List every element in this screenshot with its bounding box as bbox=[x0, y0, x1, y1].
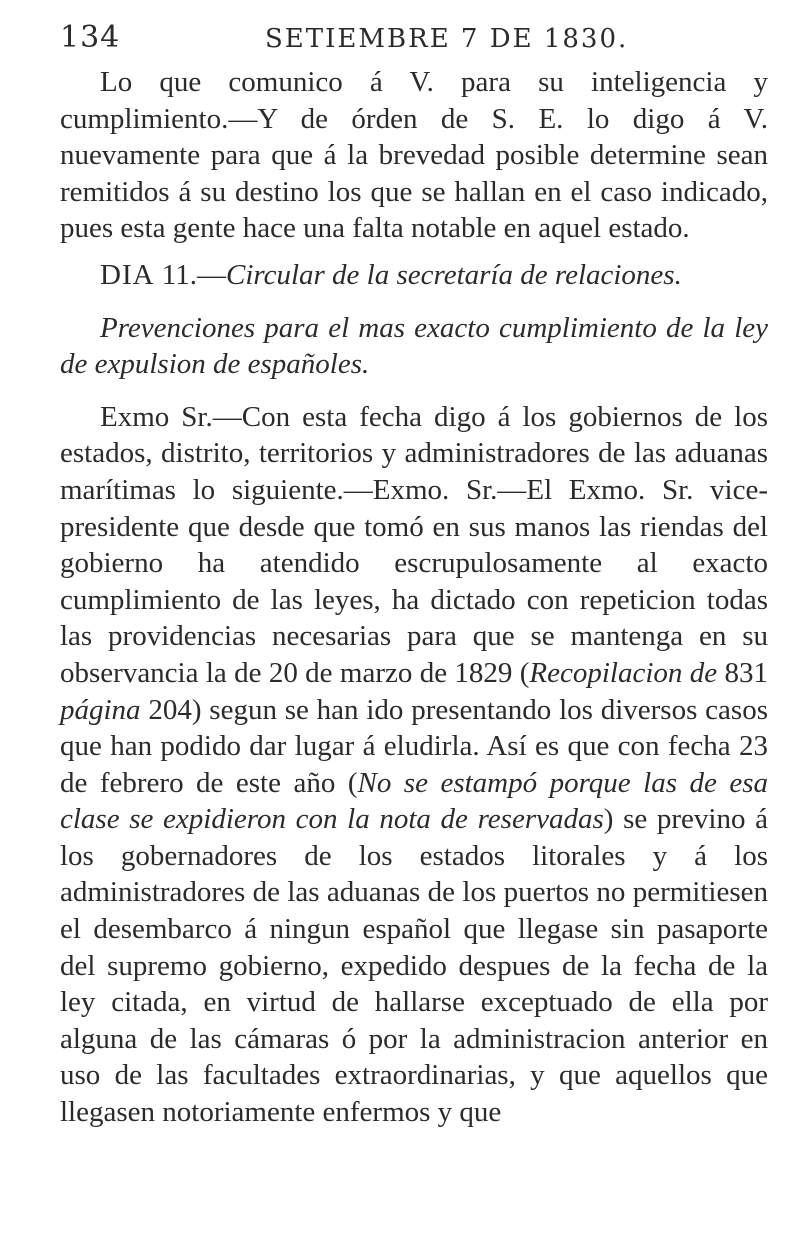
paragraph-2-text-d: ) se previno á los gobernadores de los estados litorales y á los administradores de las aduanas de los puertos no permitiesen el desembarco á ningun español que llegase sin pasaporte del supremo gobierno, expedido despues de la fecha de la ley citada, en virtud de hallarse exceptuado de ella por alguna de las cámaras ó por la administracion anterior en uso de las facultades extraordinarias, y que aquellos que llegasen notoriamente enfermos y que bbox=[60, 803, 768, 1129]
paragraph-2-italic-b: página bbox=[60, 693, 141, 726]
paragraph-2-italic-c: No se estampó porque las de esa clase se expidieron con la nota de reservadas bbox=[60, 766, 768, 836]
paragraph-1: Lo que comunico á V. para su inteligencia y cumplimiento.—Y de órden de S. E. lo digo á V. nuevamente para que á la brevedad posible determine sean remitidos á su destino los que se hallan en el caso indicado, pues esta gente hace una falta notable en aquel estado. bbox=[60, 66, 768, 245]
paragraph-2-text-b: 831 bbox=[717, 656, 769, 689]
subheading: Prevenciones para el mas exacto cumplimiento de la ley de expulsion de españoles. bbox=[60, 311, 768, 381]
running-head: SETIEMBRE 7 DE 1830. bbox=[265, 24, 629, 54]
paragraph-2-text-c: 204) segun se han ido presentando los diversos casos que han podido dar lugar á eludirla. Así es que con fecha 23 de febrero de este año ( bbox=[60, 693, 768, 799]
section-heading bbox=[60, 257, 768, 294]
heading-day-number: 11.— bbox=[154, 258, 226, 291]
paragraph-2 bbox=[60, 399, 768, 1131]
page-header bbox=[60, 20, 760, 54]
paragraph-2-text-a: Exmo Sr.—Con esta fecha digo á los gobiernos de los estados, distrito, territorios y administradores de las aduanas marítimas lo siguiente.—Exmo. Sr.—El Exmo. Sr. vice-presidente que desde que tomó en sus manos las riendas del gobierno ha atendido escrupulosamente al exacto cumplimiento de las leyes, ha dictado con repeticion todas las providencias necesarias para que se mantenga en su observancia la de 20 de marzo de 1829 ( bbox=[60, 400, 768, 689]
page-number: 134 bbox=[60, 20, 121, 55]
paragraph-2-italic-a: Recopilacion de bbox=[529, 656, 718, 689]
heading-day-label: DIA bbox=[100, 258, 155, 291]
heading-title: Circular de la secretaría de relaciones. bbox=[225, 258, 682, 291]
body-text bbox=[60, 64, 768, 1131]
